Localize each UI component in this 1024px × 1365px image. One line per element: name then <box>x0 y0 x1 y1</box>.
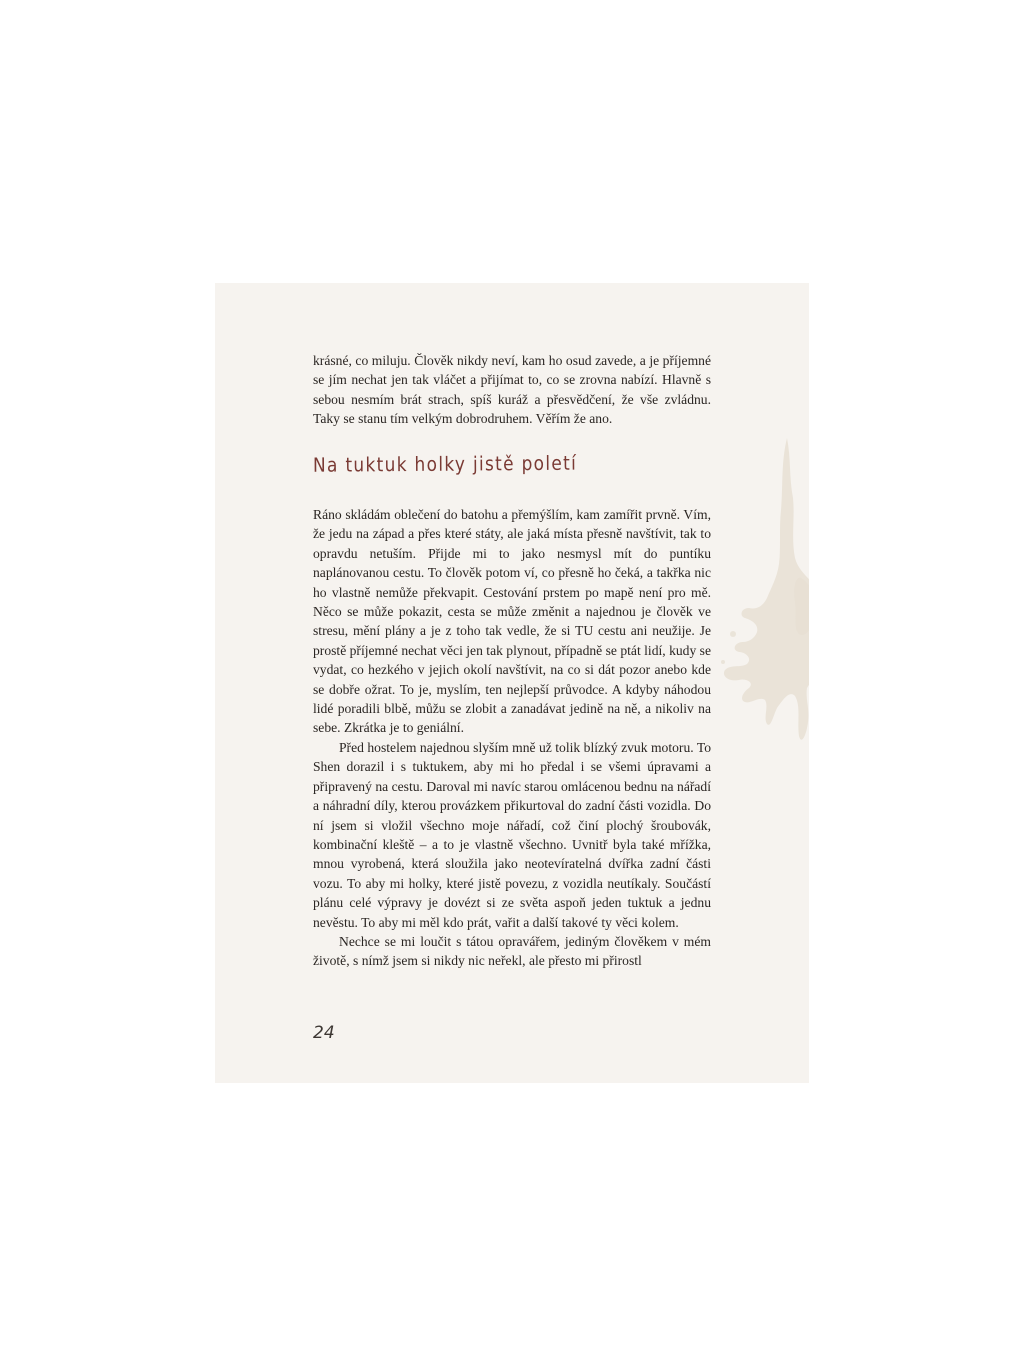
page-number: 24 <box>313 1023 335 1043</box>
body-paragraph: Před hostelem najednou slyším mně už tolik blízký zvuk motoru. To Shen dorazil i s tuktukem, aby mi ho předal i se všemi úpravami a připravený na cestu. Daroval mi navíc starou omlácenou bednu na nářadí a náhradní díly, kterou provázkem přikurtoval do zadní části vozidla. Do ní jsem si vložil všechno moje nářadí, což činí plochý šroubovák, kombinační kleště – a to je vlastně všechno. Uvnitř byla také mřížka, mnou vyrobená, která sloužila jako neotevíratelná dvířka zadní části vozu. To aby mi holky, které jistě povezu, z vozidla neutíkaly. Součástí plánu celé výpravy je dovézt si ze světa aspoň jeden tuktuk a jednu nevěstu. To aby mi měl kdo prát, vařit a další takové ty věci kolem. <box>313 739 711 930</box>
section-heading: Na tuktuk holky jistě poletí <box>312 452 578 478</box>
intro-paragraph: krásné, co miluju. Člověk nikdy neví, kam ho osud zavede, a je příjemné se jím nechat jen tak vláčet a přijímat to, co se zrovna nabízí. Hlavně s sebou nesmím brát strach, spíš kuráž a přesvědčení, že vše zvládnu. Taky se stanu tím velkým dobrodruhem. Věřím že ano. <box>313 353 711 427</box>
body-paragraph: Ráno skládám oblečení do batohu a přemýšlím, kam zamířit prvně. Vím, že jedu na západ a přes které státy, ale jaká místa přesně navštívit, tak to opravdu netuším. Přijde mi to jako nesmysl mít do puntíku naplánovanou cestu. To člověk potom ví, co přesně ho čeká, a takřka nic ho vlastně nemůže překvapit. Cestování prstem po mapě není pro mě. Něco se může pokazit, cesta se může změnit a najednou je člověk ve stresu, mění plány a je z toho tak vedle, že si TU cestu ani neužije. Je prostě příjemné nechat věci jen tak plynout, případně se ptát lidí, kudy se vydat, co hezkého v jejich okolí navštívit, na co si dát pozor anebo kde se dobře ožrat. To je, myslím, ten nejlepší průvodce. A kdyby náhodou lidé poradili blbě, můžu se zlobit a zanadávat jedině na ně, a nikoliv na sebe. Zkrátka je to geniální. <box>313 507 711 736</box>
body-paragraph: Nechce se mi loučit s tátou opravářem, jediným člověkem v mém životě, s nímž jsem si nikdy nic neřekl, ale přesto mi přirostl <box>313 933 711 969</box>
book-page <box>215 283 809 1083</box>
intro-text <box>313 351 711 429</box>
chapter-body <box>313 505 711 971</box>
coffee-stain-decoration <box>715 438 809 758</box>
